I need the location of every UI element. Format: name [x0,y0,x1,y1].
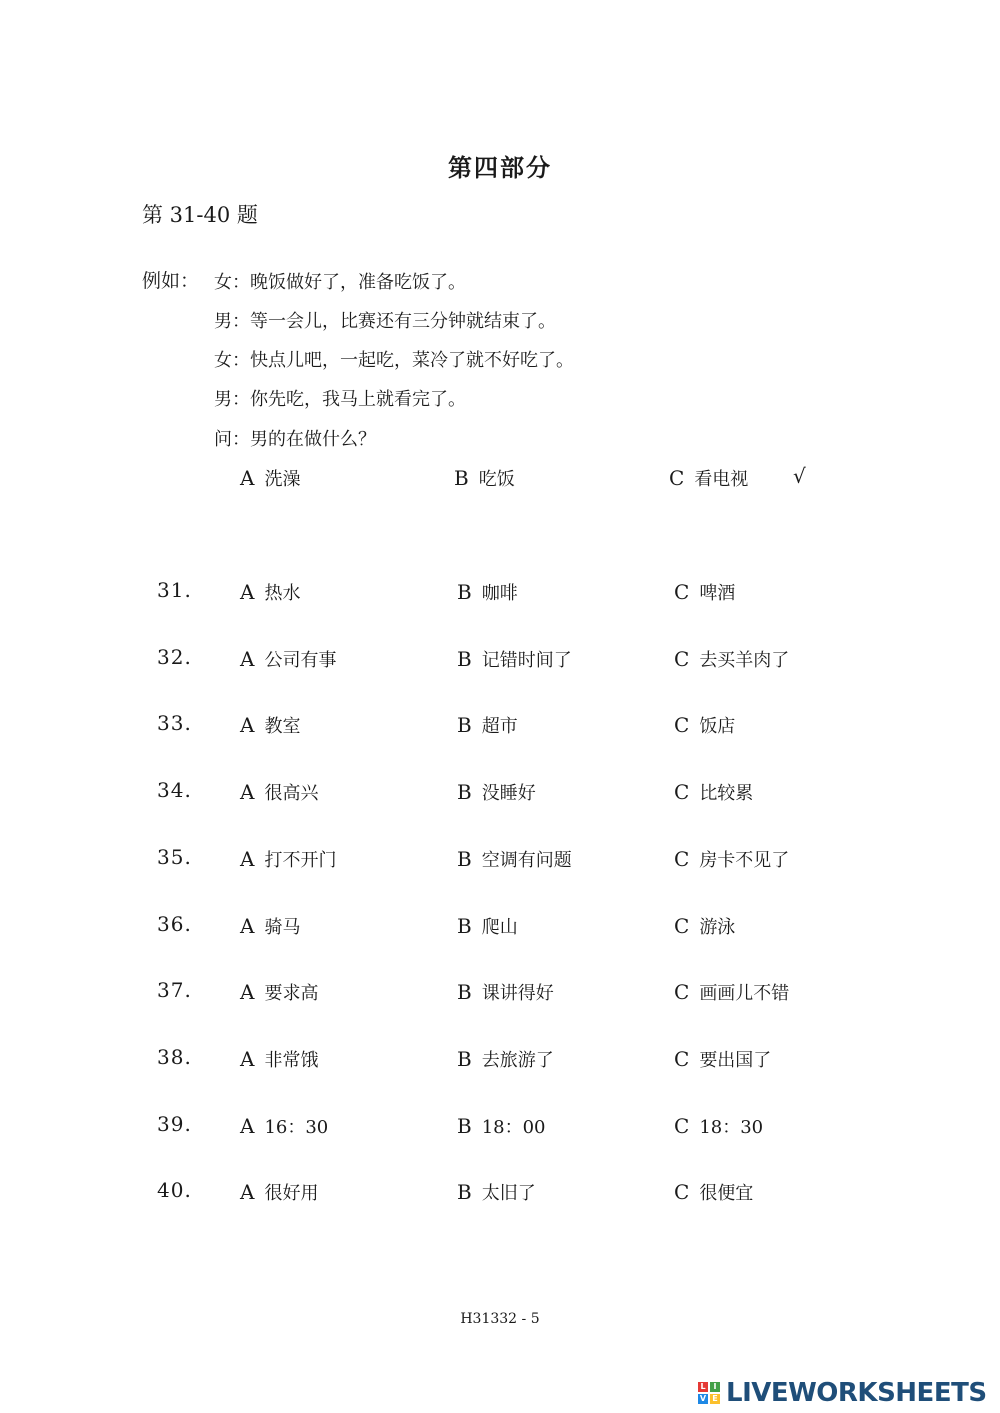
option-text: 要求高 [264,983,319,1004]
question-option-b[interactable] [457,846,572,872]
page-title: 第四部分 [448,154,552,182]
option-text: 吃饭 [478,469,515,490]
question-option-c[interactable] [674,979,789,1005]
option-letter: C [669,466,685,490]
option-text: 咖啡 [481,583,518,604]
example-option-c [669,465,748,491]
logo-grid-icon [698,1382,720,1404]
option-letter: B [457,847,472,871]
question-number: 40. [157,1178,192,1202]
question-number: 32. [157,645,192,669]
question-option-a[interactable] [240,913,300,939]
question-number: 35. [157,845,192,869]
question-option-c[interactable] [674,1046,771,1072]
option-letter: C [674,914,690,938]
option-text: 爬山 [481,917,518,938]
option-letter: A [240,980,255,1004]
option-text: 18：30 [699,1117,764,1138]
option-letter: B [457,647,472,671]
option-letter: C [674,980,690,1004]
option-letter: B [457,914,472,938]
question-number: 39. [157,1112,192,1136]
logo-text: LIVEWORKSHEETS [726,1378,987,1408]
question-option-b[interactable] [457,646,572,672]
option-letter: B [457,1114,472,1138]
option-letter: B [457,1047,472,1071]
option-letter: B [457,713,472,737]
logo-grid-letter: V [699,1394,707,1403]
option-text: 骑马 [264,917,301,938]
option-letter: A [240,713,255,737]
option-text: 18：00 [481,1117,546,1138]
option-text: 画画儿不错 [699,983,790,1004]
question-option-c[interactable] [674,1113,763,1139]
question-option-c[interactable] [674,779,753,805]
example-line: 男：等一会儿，比赛还有三分钟就结束了。 [214,311,556,332]
question-option-b[interactable] [457,979,554,1005]
question-option-c[interactable] [674,1179,753,1205]
option-letter: A [240,780,255,804]
question-option-b[interactable] [457,712,518,738]
option-text: 非常饿 [264,1050,319,1071]
question-option-c[interactable] [674,846,789,872]
option-text: 课讲得好 [481,983,554,1004]
example-line: 男：你先吃，我马上就看完了。 [214,389,466,410]
option-letter: C [674,713,690,737]
option-text: 太旧了 [481,1183,536,1204]
option-text: 看电视 [694,469,749,490]
option-letter: A [240,914,255,938]
question-option-b[interactable] [457,913,518,939]
question-option-b[interactable] [457,1046,554,1072]
option-text: 啤酒 [699,583,736,604]
check-mark-icon: √ [793,464,806,488]
option-text: 热水 [264,583,301,604]
option-letter: B [457,580,472,604]
option-text: 要出国了 [699,1050,772,1071]
logo-grid-letter: E [710,1394,720,1404]
option-letter: C [674,1180,690,1204]
option-text: 公司有事 [264,650,337,671]
question-option-b[interactable] [457,1113,546,1139]
option-text: 洗澡 [264,469,301,490]
option-text: 去买羊肉了 [699,650,790,671]
question-range: 第 31-40 题 [142,203,258,227]
example-option-a [240,465,300,491]
option-letter: A [240,580,255,604]
example-option-b [454,465,515,491]
question-option-c[interactable] [674,712,735,738]
option-letter: B [457,780,472,804]
example-line: 女：晚饭做好了，准备吃饭了。 [214,272,466,293]
question-option-a[interactable] [240,846,336,872]
question-option-a[interactable] [240,1113,328,1139]
liveworksheets-logo[interactable] [698,1376,987,1410]
option-text: 游泳 [699,917,736,938]
question-option-a[interactable] [240,979,318,1005]
option-letter: A [240,1047,255,1071]
question-number: 37. [157,978,192,1002]
option-text: 超市 [481,716,518,737]
option-text: 很便宜 [699,1183,754,1204]
question-number: 38. [157,1045,192,1069]
option-letter: C [674,647,690,671]
question-option-a[interactable] [240,712,300,738]
option-text: 去旅游了 [481,1050,554,1071]
option-letter: A [240,1180,255,1204]
option-text: 16：30 [264,1117,329,1138]
option-letter: B [454,466,469,490]
option-text: 空调有问题 [481,850,572,871]
question-number: 34. [157,778,192,802]
option-letter: A [240,647,255,671]
question-number: 31. [157,578,192,602]
option-letter: C [674,1114,690,1138]
question-option-c[interactable] [674,579,735,605]
option-text: 教室 [264,716,301,737]
question-option-b[interactable] [457,779,536,805]
option-text: 打不开门 [264,850,337,871]
option-letter: A [240,1114,255,1138]
option-text: 很好用 [264,1183,319,1204]
question-option-c[interactable] [674,913,735,939]
option-letter: B [457,1180,472,1204]
question-option-a[interactable] [240,779,318,805]
option-letter: C [674,847,690,871]
example-label: 例如： [142,270,200,292]
question-number: 33. [157,711,192,735]
option-text: 没睡好 [481,783,536,804]
option-text: 很高兴 [264,783,319,804]
option-text: 记错时间了 [481,650,572,671]
logo-grid-letter: I [710,1382,720,1392]
logo-grid-letter: L [698,1382,708,1392]
option-letter: B [457,980,472,1004]
page-footer: H31332 - 5 [460,1311,540,1327]
question-option-a[interactable] [240,579,300,605]
option-letter: C [674,1047,690,1071]
example-question: 问：男的在做什么？ [214,429,376,450]
question-option-b[interactable] [457,579,518,605]
question-number: 36. [157,912,192,936]
option-letter: C [674,780,690,804]
option-letter: A [240,466,255,490]
question-option-a[interactable] [240,646,336,672]
option-text: 比较累 [699,783,754,804]
question-option-c[interactable] [674,646,789,672]
question-option-b[interactable] [457,1179,536,1205]
question-option-a[interactable] [240,1046,318,1072]
option-text: 房卡不见了 [699,850,790,871]
option-text: 饭店 [699,716,736,737]
question-option-a[interactable] [240,1179,318,1205]
option-letter: C [674,580,690,604]
option-letter: A [240,847,255,871]
example-line: 女：快点儿吧，一起吃，菜冷了就不好吃了。 [214,350,574,371]
